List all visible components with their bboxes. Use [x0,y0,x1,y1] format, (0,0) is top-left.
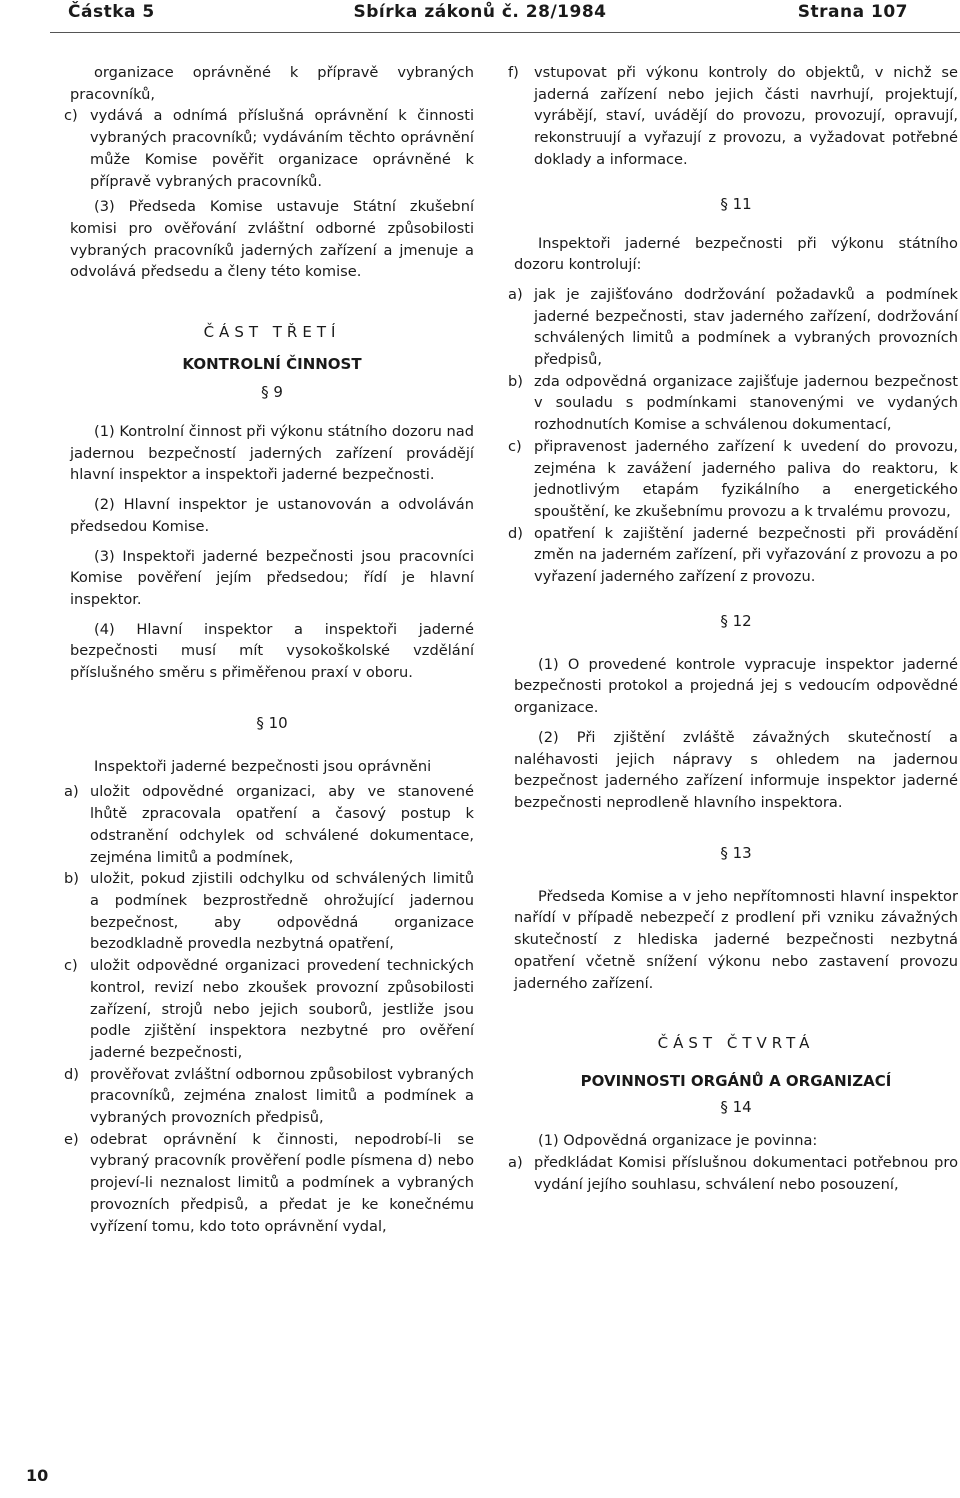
list-item [64,1064,474,1129]
item-label: b) [508,372,523,390]
part-subtitle: POVINNOSTI ORGÁNŮ A ORGANIZACÍ [580,1072,892,1091]
section-heading-14: § 14 [720,1098,752,1117]
section-heading-9: § 9 [261,383,283,402]
item-text: prověřovat zvláštní odbornou způsobilost vybraných pracovníků, zejména znalost limitů a podmínek a vybraných provozních předpisů, [90,1065,474,1127]
header-page: Strana 107 [797,2,908,22]
list-item [64,955,474,1064]
paragraph-3: (3) Předseda Komise ustavuje Státní zkušební komisi pro ověřování zvláštní odborné způsobilosti vybraných pracovníků jaderných zařízení a jmenuje a odvolává předsedu a členy této komise. [70,198,474,281]
section-heading-10: § 10 [256,713,288,732]
header-collection: Sbírka zákonů č. 28/1984 [353,2,607,22]
section-9-paragraph-1: (1) Kontrolní činnost při výkonu státního dozoru nad jadernou bezpečností jaderných zařízení provádějí hlavní inspektor a inspektoři jaderné bezpečnosti. [70,423,474,484]
item-label: d) [64,1065,79,1083]
header-rule [50,32,960,33]
item-label: e) [64,1130,79,1148]
item-text: uložit, pokud zjistili odchylku od schválených limitů a podmínek bezprostředně ohrožující jadernou bezpečnost, aby odpovědná organizace bezodkladně provedla nezbytná opatření, [90,870,474,953]
part-subtitle: KONTROLNÍ ČINNOST [182,355,362,374]
item-text: jak je zajišťováno dodržování požadavků a podmínek jaderné bezpečnosti, stav jaderného zařízení, dodržování schválených limitů a podmínek a vybraných provozních předpisů, [534,285,958,369]
left-column [64,62,474,1237]
item-text: vstupovat při výkonu kontroly do objektů, v nichž se jaderná zařízení nebo jejich části navrhují, projektují, vyrábějí, staví, uvádějí do provozu, provozují, opravují, rekonstruují a vyřazují z provozu, a vyžadovat potřebné doklady a informace. [534,64,958,168]
section-12-paragraph-2: (2) Při zjištění zvláště závažných skutečností a naléhavosti jejich nápravy s ohledem na jadernou bezpečnost jaderného zařízení informuje inspektor jaderné bezpečnosti neprodleně hlavního inspektora. [514,728,958,811]
item-text: zda odpovědná organizace zajišťuje jadernou bezpečnost v souladu s podmínkami stanovenými ve vydaných rozhodnutích Komise a schválenou dokumentací, [534,372,958,434]
item-text: odebrat oprávnění k činnosti, nepodrobí-li se vybraný pracovník prověření podle písmena d) nebo projeví-li neznalost limitů a podmínek a vybraných provozních předpisů, a předat je ke konečnému vyřízení tomu, kdo toto oprávnění vydal, [90,1130,474,1235]
item-label: c) [64,957,78,975]
item-text: připravenost jaderného zařízení k uvedení do provozu, zejména k zavážení jaderného paliva do reaktoru, k jednotlivým etapám fyzikálního a energetického spouštění, ke zkušebnímu provozu a k trvalému provozu, [534,437,958,520]
section-heading-13: § 13 [720,843,752,862]
section-9-paragraph-3: (3) Inspektoři jaderné bezpečnosti jsou pracovníci Komise pověření jejím předsedou; řídí je hlavní inspektor. [70,547,474,608]
item-label: d) [508,524,523,542]
item-label: c) [64,107,78,125]
list-item [64,781,474,868]
section-11-intro: Inspektoři jaderné bezpečnosti při výkonu státního dozoru kontrolují: [514,234,958,274]
list-item [508,523,958,588]
item-label: b) [64,870,79,888]
list-item [508,436,958,523]
list-item [64,868,474,955]
part-title: ČÁST TŘETÍ [203,323,341,342]
list-item [508,284,958,371]
item-label: a) [64,783,79,801]
list-item-c [64,105,474,192]
section-9-paragraph-2: (2) Hlavní inspektor je ustanovován a odvoláván předsedou Komise. [70,496,474,535]
item-text: uložit odpovědné organizaci provedení technických kontrol, revizí nebo zkoušek provozní způsobilosti zařízení, strojů nebo jejich souborů, jestliže jsou podle zjištění inspektora nezbytné pro ověření jaderné bezpečnosti, [90,957,474,1061]
header-part: Částka 5 [68,2,155,22]
list-item-f [508,62,958,171]
org-continuation: organizace oprávněné k přípravě vybraných pracovníků, [70,64,474,103]
section-heading-11: § 11 [720,194,752,213]
page-number: 10 [26,1466,49,1485]
page-header [0,0,960,30]
item-label: a) [508,1153,523,1171]
item-text: vydává a odnímá příslušná oprávnění k činnosti vybraných pracovníků; vydáváním těchto oprávnění může Komise pověřit organizace oprávněné k přípravě vybraných pracovníků. [90,107,474,190]
right-column [508,62,958,1195]
section-14-paragraph-1: (1) Odpovědná organizace je povinna: [538,1132,818,1150]
list-item [508,371,958,436]
section-10-intro: Inspektoři jaderné bezpečnosti jsou oprávněni [94,757,432,775]
section-13-paragraph: Předseda Komise a v jeho nepřítomnosti hlavní inspektor nařídí v případě nebezpečí z prodlení při vzniku závažných skutečností z hlediska jaderné bezpečnosti nezbytná opatření včetně snížení výkonu nebo zastavení provozu jaderného zařízení. [514,887,958,992]
item-text: předkládat Komisi příslušnou dokumentaci potřebnou pro vydání jejího souhlasu, schválení nebo posouzení, [534,1153,958,1193]
item-label: c) [508,437,522,455]
part-title: ČÁST ČTVRTÁ [657,1034,815,1053]
item-text: uložit odpovědné organizaci, aby ve stanovené lhůtě zpracovala opatření a časový postup k odstranění odchylek od schválené dokumentace, zejména limitů a podmínek, [90,783,474,866]
item-text: opatření k zajištění jaderné bezpečnosti při provádění změn na jaderném zařízení, při vyřazování z provozu a po vyřazení jaderného zařízení z provozu. [534,524,958,586]
section-12-paragraph-1: (1) O provedené kontrole vypracuje inspektor jaderné bezpečnosti protokol a projedná jej s vedoucím odpovědné organizace. [514,655,958,717]
section-heading-12: § 12 [720,611,752,630]
item-label: f) [508,64,519,81]
list-item [508,1152,958,1195]
section-9-paragraph-4: (4) Hlavní inspektor a inspektoři jaderné bezpečnosti musí mít vysokoškolské vzdělání příslušného směru s přiměřenou praxí v oboru. [70,620,474,682]
item-label: a) [508,285,523,303]
list-item [64,1129,474,1238]
